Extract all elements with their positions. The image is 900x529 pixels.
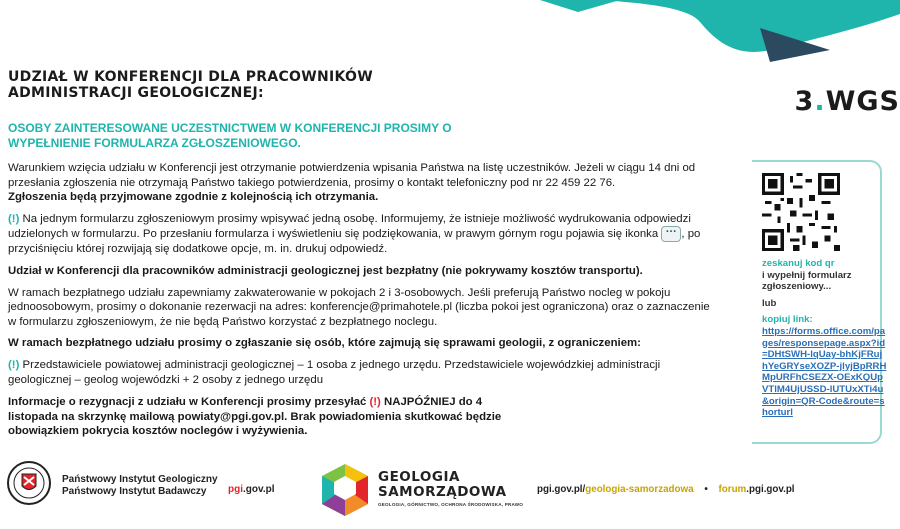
footer-links xyxy=(537,484,795,495)
qr-code[interactable] xyxy=(762,173,840,251)
geologia-samorzadowa-title: GEOLOGIA SAMORZĄDOWA xyxy=(378,469,507,500)
side-panel xyxy=(762,258,887,424)
scan-instruction: zeskanuj kod qr i wypełnij formularz zgłoszeniowy... xyxy=(762,258,852,293)
copy-link-block xyxy=(762,314,887,418)
geologia-samorzadowa-link[interactable]: pgi.gov.pl/geologia-samorzadowa xyxy=(537,484,694,495)
pig-logo xyxy=(6,460,52,506)
copy-link-label: kopiuj link: xyxy=(762,314,813,326)
paragraph-representatives: (!) Przedstawiciele powiatowej administracji geologicznej – 1 osoba z jednego urzędu. Przedstawiciele wojewódzkiej administracji geologicznej – geolog wojewódzki + 2 osoby z jednego urzędu xyxy=(8,358,661,386)
or-label: lub xyxy=(762,297,777,309)
geologia-samorzadowa-logo-icon xyxy=(320,462,370,518)
brand-logo: 3.WGS xyxy=(794,86,900,117)
decorative-wave-shapes xyxy=(0,0,900,80)
paragraph-free-participation: Udział w Konferencji dla pracowników administracji geologicznej jest bezpłatny (nie pokrywamy kosztów transportu). xyxy=(8,264,643,277)
geologia-tagline: GEOLOGIA, GÓRNICTWO, OCHRONA ŚRODOWISKA, PRAWO xyxy=(378,502,524,507)
warning-mark: (!) xyxy=(8,212,20,225)
paragraph-limits: W ramach bezpłatnego udziału prosimy o zgłaszanie się osób, które zajmują się sprawami geologii, z ograniczeniem: xyxy=(8,337,641,350)
pgi-link[interactable]: pgi.gov.pl xyxy=(228,484,275,495)
warning-mark-red: (!) xyxy=(369,396,381,408)
paragraph-confirmation: Warunkiem wzięcia udziału w Konferencji jest otrzymanie potwierdzenia wpisania Państwa na listę uczestników. Jeżeli w ciągu 14 dni od przesłania zgłoszenia nie otrzymają Państwo takiego potwierdzenia, prosimy o kontakt telefoniczny pod nr 22 459 22 76. Zgłoszenia będą przyjmowane zgodnie z kolejnością ich otrzymania. xyxy=(8,162,696,204)
paragraph-accommodation: W ramach bezpłatnego udziału zapewniamy zakwaterowanie w pokojach 2 i 3-osobowych. Jeśli preferują Państwo nocleg w pokoju jednoosobowym, prosimy o dokonanie rezerwacji na adres: konferencje@primahotele.pl (liczba pokoi jest ograniczona) oraz o zaznaczenie w formularzu zgłoszeniowym, że nie będą Państwo korzystać z bezpłatnego noclegu. xyxy=(8,286,710,328)
warning-mark: (!) xyxy=(8,358,20,371)
paragraph-form-info: (!) Na jednym formularzu zgłoszeniowym prosimy wpisywać jedną osobę. Informujemy, że istnieje możliwość wydrukowania odpowiedzi udzielonych w formularzu. Po przesłaniu formularza i wyświetleniu się podziękowania, w prawym górnym rogu pojawia się ikonka ··· , po przyciśnięciu której rozwijają się dodatkowe opcje, m. in. drukuj odpowiedź. xyxy=(8,212,701,256)
resignation-info: Informacje o rezygnacji z udziału w Konferencji prosimy przesyłać (!) NAJPÓŹNIEJ do 4 listopada na skrzynkę mailową powiaty@pgi.gov.pl. Brak powiadomienia skutkować będzie obowiązkiem pokrycia kosztów noclegów i wyżywienia. xyxy=(8,396,502,438)
main-content xyxy=(8,161,720,394)
more-options-icon: ··· xyxy=(661,226,681,242)
pig-institute-name: Państwowy Instytut Geologiczny Państwowy Instytut Badawczy xyxy=(62,474,218,497)
page-title: UDZIAŁ W KONFERENCJI DLA PRACOWNIKÓW ADMINISTRACJI GEOLOGICZNEJ: xyxy=(8,69,373,101)
form-link[interactable]: https://forms.office.com/pages/responsepage.aspx?id=DHtSWH-lqUay-bhKjFRujhYeGRYseXOZP-jlyjBpRRHMpURFhCSEZX-OExKQUpVTlM4UjUSSD-lUTUxXTi4u&origin=QR-Code&route=shorturl xyxy=(762,325,887,419)
bullet-separator: • xyxy=(704,484,708,495)
forum-link[interactable]: forum.pgi.gov.pl xyxy=(718,484,795,495)
subtitle: OSOBY ZAINTERESOWANE UCZESTNICTWEM W KONFERENCJI PROSIMY O WYPEŁNIENIE FORMULARZA ZGŁOSZENIOWEGO. xyxy=(8,121,452,150)
